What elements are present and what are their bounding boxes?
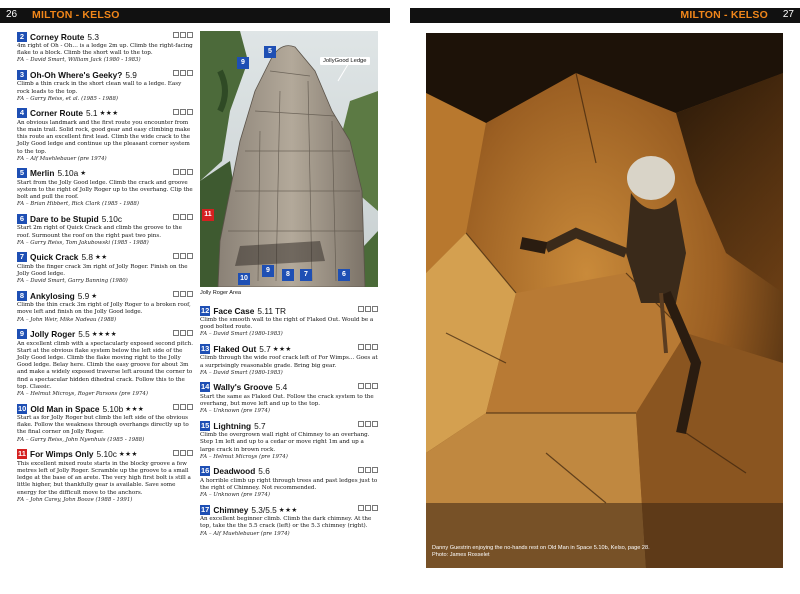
first-ascent: FA – Garry Reiss, John Nyenhuis (1985 - 1988) xyxy=(17,436,145,443)
tick-boxes[interactable] xyxy=(173,70,193,76)
route-grade: 5.7 xyxy=(259,343,271,354)
route-grade: 5.4 xyxy=(275,382,288,393)
route-description: Climb the thin crack 3m right of Jolly Roger to a broken roof, move left and finish on the Jolly Good ledge. xyxy=(17,302,191,316)
tick-box[interactable] xyxy=(365,421,371,427)
route-marker-10: 10 xyxy=(238,273,250,285)
route-grade: 5.11 xyxy=(257,305,273,316)
route-number-badge: 16 xyxy=(201,466,210,476)
page-number: 26 xyxy=(6,9,18,20)
tick-box[interactable] xyxy=(187,404,193,410)
route-number-badge: 7 xyxy=(17,252,27,262)
route-heading xyxy=(17,69,193,80)
route-marker-11: 11 xyxy=(202,209,214,221)
first-ascent: FA – Brian Hibbert, Rick Clark (1985 - 1988) xyxy=(17,201,139,208)
tick-box[interactable] xyxy=(365,306,371,312)
route-entry xyxy=(200,466,378,499)
tick-box[interactable] xyxy=(372,344,378,350)
tick-box[interactable] xyxy=(180,330,186,336)
route-name: Old Man in Space xyxy=(30,403,100,414)
route-name: Corner Route xyxy=(30,108,84,119)
tick-box[interactable] xyxy=(365,505,371,511)
route-entry xyxy=(17,290,193,323)
route-description: This excellent mixed route starts in the blocky groove a few metres left of Jolly Roger. Scramble up the groove to a small ledge at the base of an arete. The very high first bolt is still a little higher, but thankfully gear is available. Save some energy for the difficult move to the anchors. xyxy=(17,460,191,496)
tick-box[interactable] xyxy=(372,383,378,389)
photo-caption: Danny Guestrin enjoying the no-hands rest on Old Man in Space 5.10b, Kelso, page 28. Photo: James Rosselet xyxy=(432,545,650,559)
tick-box[interactable] xyxy=(173,404,179,410)
tick-box[interactable] xyxy=(365,467,371,473)
tick-box[interactable] xyxy=(358,421,364,427)
route-grade: 5.3/5.5 xyxy=(251,504,277,515)
route-marker-9-base: 9 xyxy=(262,265,274,277)
route-name: Wally's Groove xyxy=(213,382,273,393)
route-heading xyxy=(17,108,193,119)
route-heading xyxy=(200,504,378,515)
tick-box[interactable] xyxy=(173,253,179,259)
route-description: 4m right of Oh - Oh… is a ledge 2m up. Climb the right-facing flake to a block. Climb the short wall to the top. xyxy=(17,43,193,57)
star-rating: ★ xyxy=(91,292,98,300)
left-page-header xyxy=(0,8,390,23)
tick-boxes[interactable] xyxy=(173,291,193,297)
route-number-badge: 11 xyxy=(18,449,26,459)
tick-box[interactable] xyxy=(187,214,193,220)
route-description: Climb a thin crack in the short clean wall to a ledge. Easy rock leads to the top. xyxy=(17,81,182,95)
tick-boxes[interactable] xyxy=(358,467,378,473)
tick-box[interactable] xyxy=(372,467,378,473)
tick-box[interactable] xyxy=(173,214,179,220)
star-rating: ★★★★ xyxy=(91,331,118,339)
route-grade: 5.9 xyxy=(77,290,90,301)
route-name: Deadwood xyxy=(213,466,256,477)
star-rating: ★★★ xyxy=(125,405,145,413)
route-heading xyxy=(17,449,193,460)
route-grade: 5.3 xyxy=(87,31,99,42)
route-heading xyxy=(17,403,193,414)
route-entry xyxy=(200,343,378,376)
tick-boxes[interactable] xyxy=(173,32,193,38)
tick-box[interactable] xyxy=(358,344,364,350)
route-number-badge: 8 xyxy=(17,291,27,301)
route-description: An obvious landmark and the first route you encounter from the main trail. Solid rock, good gear and easy climbing make this route an excellent first lead. Climb the wide crack to the Jolly Good ledge and continue up the pleasant corner system to the top. xyxy=(17,119,191,155)
tick-box[interactable] xyxy=(187,330,193,336)
rock-face-image xyxy=(200,31,378,287)
route-name: Merlin xyxy=(30,168,55,179)
tick-boxes[interactable] xyxy=(358,344,378,350)
route-number-badge: 15 xyxy=(201,420,210,430)
route-name: For Wimps Only xyxy=(30,449,94,460)
star-rating: ★ xyxy=(80,170,87,178)
tick-box[interactable] xyxy=(180,253,186,259)
first-ascent: FA – David Smart (1980-1983) xyxy=(200,331,283,338)
first-ascent: FA – Unknown (pre 1974) xyxy=(200,492,270,499)
tick-box[interactable] xyxy=(358,383,364,389)
route-description: An excellent climb with a spectacularly exposed second pitch. Start at the obvious flake system below the left side of the Jolly Good ledge. Climb the flake moving right to the Jolly Good ledge. Belay here. Climb the easy groove for about 3m and make a widely exposed traverse left around the corner to find a spectacular hidden dihedral crack. Follow this to the top. Classic. xyxy=(17,340,194,390)
route-marker-9: 9 xyxy=(237,57,249,69)
first-ascent: FA – David Smart, William Jack (1980 - 1983) xyxy=(17,57,141,64)
route-entry xyxy=(17,69,193,102)
tick-box[interactable] xyxy=(372,306,378,312)
first-ascent: FA – David Smart, Garry Banning (1980) xyxy=(17,278,128,285)
tick-boxes[interactable] xyxy=(358,383,378,389)
route-description: Climb the smooth wall to the right of Flaked Out. Would be a good bolted route. xyxy=(200,317,374,331)
tick-boxes[interactable] xyxy=(358,505,378,511)
tick-box[interactable] xyxy=(187,450,193,456)
ledge-label: JollyGood Ledge xyxy=(320,57,370,65)
route-entry xyxy=(17,252,193,285)
route-entry xyxy=(17,213,193,246)
tick-box[interactable] xyxy=(173,70,179,76)
route-grade: 5.8 xyxy=(81,252,93,263)
star-rating: ★★★ xyxy=(272,345,292,353)
tick-box[interactable] xyxy=(187,109,193,115)
route-number-badge: 13 xyxy=(201,343,210,353)
route-heading xyxy=(200,305,378,316)
route-number-badge: 14 xyxy=(201,382,210,392)
route-grade: 5.7 xyxy=(254,420,266,431)
tick-box[interactable] xyxy=(187,32,193,38)
first-ascent: FA – Unknown (pre 1974) xyxy=(200,408,270,415)
first-ascent: FA – Alf Muehlebauer (pre 1974) xyxy=(200,530,290,537)
first-ascent: FA – Garry Reiss, Tom Jakubowski (1985 - 1988) xyxy=(17,239,149,246)
route-heading xyxy=(200,420,378,431)
tick-box[interactable] xyxy=(180,169,186,175)
tick-boxes[interactable] xyxy=(173,214,193,220)
route-number-badge: 2 xyxy=(17,32,27,42)
tick-boxes[interactable] xyxy=(173,450,193,456)
route-description: Start the same as Flaked Out. Follow the crack system to the overhang, but move left and up to the top. xyxy=(200,393,374,408)
route-description: Climb the finger crack 3m right of Jolly Roger. Finish on the Jolly Good ledge. xyxy=(17,263,188,278)
tick-box[interactable] xyxy=(372,505,378,511)
route-number-badge: 5 xyxy=(17,168,27,178)
route-marker-7: 7 xyxy=(300,269,312,281)
route-number-badge: 9 xyxy=(17,329,27,339)
toprope-tag: TR xyxy=(274,305,287,316)
route-entry xyxy=(200,382,378,415)
route-grade: 5.9 xyxy=(125,69,137,80)
route-entry xyxy=(17,329,193,398)
route-description: Climb the overgrown wall right of Chimney to an overhang. Step 1m left and up to a cedar or move right 1m and up a large crack in brown rock. xyxy=(200,432,370,453)
tick-box[interactable] xyxy=(180,109,186,115)
route-entry xyxy=(17,403,193,444)
tick-boxes[interactable] xyxy=(173,404,193,410)
first-ascent: FA – Helmut Microys (pre 1974) xyxy=(200,453,288,460)
tick-box[interactable] xyxy=(187,291,193,297)
tick-box[interactable] xyxy=(187,169,193,175)
route-grade: 5.1 xyxy=(86,108,98,119)
route-entry xyxy=(200,305,378,338)
route-column-right xyxy=(200,305,378,543)
first-ascent: FA – Garry Reiss, et al. (1985 - 1988) xyxy=(17,95,118,102)
page-number: 27 xyxy=(782,9,794,20)
route-grade: 5.10c xyxy=(101,213,122,224)
tick-box[interactable] xyxy=(358,306,364,312)
tick-boxes[interactable] xyxy=(358,421,378,427)
tick-box[interactable] xyxy=(180,32,186,38)
tick-box[interactable] xyxy=(180,404,186,410)
tick-box[interactable] xyxy=(358,467,364,473)
route-number-badge: 10 xyxy=(18,403,27,413)
route-marker-6: 6 xyxy=(338,269,350,281)
tick-boxes[interactable] xyxy=(173,109,193,115)
route-description: Climb through the wide roof crack left of For Wimps… Goes at a surprisingly reasonable grade. Bring big gear. xyxy=(200,355,378,369)
tick-box[interactable] xyxy=(173,109,179,115)
route-entry xyxy=(17,108,193,163)
tick-box[interactable] xyxy=(173,32,179,38)
route-name: Chimney xyxy=(213,504,249,515)
tick-box[interactable] xyxy=(358,505,364,511)
route-column-left xyxy=(17,31,193,509)
star-rating: ★★★ xyxy=(278,506,298,514)
route-number-badge: 4 xyxy=(17,108,27,118)
route-name: Jolly Roger xyxy=(30,329,76,340)
topo-photo xyxy=(200,31,378,287)
first-ascent: FA – John Weir, Mike Nadeau (1988) xyxy=(17,316,117,323)
tick-box[interactable] xyxy=(173,169,179,175)
route-heading xyxy=(17,290,193,301)
tick-box[interactable] xyxy=(180,450,186,456)
tick-boxes[interactable] xyxy=(358,306,378,312)
route-number-badge: 6 xyxy=(17,214,27,224)
route-name: Lightning xyxy=(213,420,252,431)
route-heading xyxy=(17,213,193,224)
route-marker-5: 5 xyxy=(264,46,276,58)
route-name: Quick Crack xyxy=(30,252,79,263)
first-ascent: FA – David Smart (1980-1983) xyxy=(200,369,283,376)
route-entry xyxy=(17,168,193,209)
route-name: Flaked Out xyxy=(213,343,257,354)
route-entry xyxy=(200,420,378,461)
tick-boxes[interactable] xyxy=(173,169,193,175)
tick-box[interactable] xyxy=(173,330,179,336)
route-description: Start as for Jolly Roger but climb the left side of the obvious flake. Follow the weakness through overhangs directly up to the final corner on Jolly Roger. xyxy=(17,415,189,436)
tick-box[interactable] xyxy=(180,214,186,220)
route-name: Face Case xyxy=(213,305,255,316)
route-number-badge: 12 xyxy=(201,305,210,315)
route-number-badge: 3 xyxy=(17,70,27,80)
route-description: An excellent beginner climb. Climb the dark chimney. At the top, take the the 5.5 crack (left) or the 5.3 chimney (right). xyxy=(200,516,372,530)
tick-box[interactable] xyxy=(365,344,371,350)
route-name: Oh-Oh Where's Geeky? xyxy=(30,69,123,80)
right-page-header xyxy=(410,8,800,23)
tick-box[interactable] xyxy=(187,70,193,76)
tick-box[interactable] xyxy=(180,291,186,297)
route-description: Start 2m right of Quick Crack and climb the groove to the roof. Surmount the roof on the right past two pins. xyxy=(17,225,182,239)
route-name: Ankylosing xyxy=(30,290,75,301)
route-heading xyxy=(200,382,378,393)
tick-boxes[interactable] xyxy=(173,330,193,336)
route-grade: 5.10c xyxy=(96,449,117,460)
route-description: A horrible climb up right through trees and past ledges just to the right of Chimney. Not recommended. xyxy=(200,477,378,492)
running-title: MILTON - KELSO xyxy=(32,9,120,21)
route-heading xyxy=(17,252,193,263)
tick-box[interactable] xyxy=(180,70,186,76)
first-ascent: FA – Alf Muehlebauer (pre 1974) xyxy=(17,155,107,162)
route-grade: 5.10a xyxy=(57,168,79,179)
running-title: MILTON - KELSO xyxy=(680,9,768,21)
topo-caption: Jolly Roger Area xyxy=(200,290,242,296)
tick-box[interactable] xyxy=(173,291,179,297)
route-grade: 5.5 xyxy=(78,329,90,340)
first-ascent: FA – John Carey, John Booze (1988 - 1991) xyxy=(17,496,133,503)
climber-image xyxy=(426,33,783,568)
route-heading xyxy=(200,343,378,354)
tick-box[interactable] xyxy=(173,450,179,456)
route-marker-8: 8 xyxy=(282,269,294,281)
route-grade: 5.10b xyxy=(102,403,124,414)
route-entry xyxy=(17,31,193,64)
route-description: Start from the Jolly Good ledge. Climb the crack and groove system to the right of Jolly Roger up to the overhang. Clip the bolt and pull the roof. xyxy=(17,179,193,201)
route-heading xyxy=(17,168,193,179)
route-name: Corney Route xyxy=(30,31,85,42)
route-heading xyxy=(17,31,193,42)
first-ascent: FA – Helmut Microys, Roger Parsons (pre 1974) xyxy=(17,391,148,398)
star-rating: ★★★ xyxy=(118,451,138,459)
route-entry xyxy=(200,504,378,537)
route-heading xyxy=(200,466,378,477)
star-rating: ★★ xyxy=(94,254,108,262)
tick-boxes[interactable] xyxy=(173,253,193,259)
route-heading xyxy=(17,329,193,340)
star-rating: ★★★ xyxy=(99,110,119,118)
route-name: Dare to be Stupid xyxy=(30,213,99,224)
tick-box[interactable] xyxy=(365,383,371,389)
route-entry xyxy=(17,449,193,504)
climber-photo xyxy=(426,33,783,568)
tick-box[interactable] xyxy=(187,253,193,259)
route-grade: 5.6 xyxy=(258,466,270,477)
tick-box[interactable] xyxy=(372,421,378,427)
route-number-badge: 17 xyxy=(201,504,210,514)
